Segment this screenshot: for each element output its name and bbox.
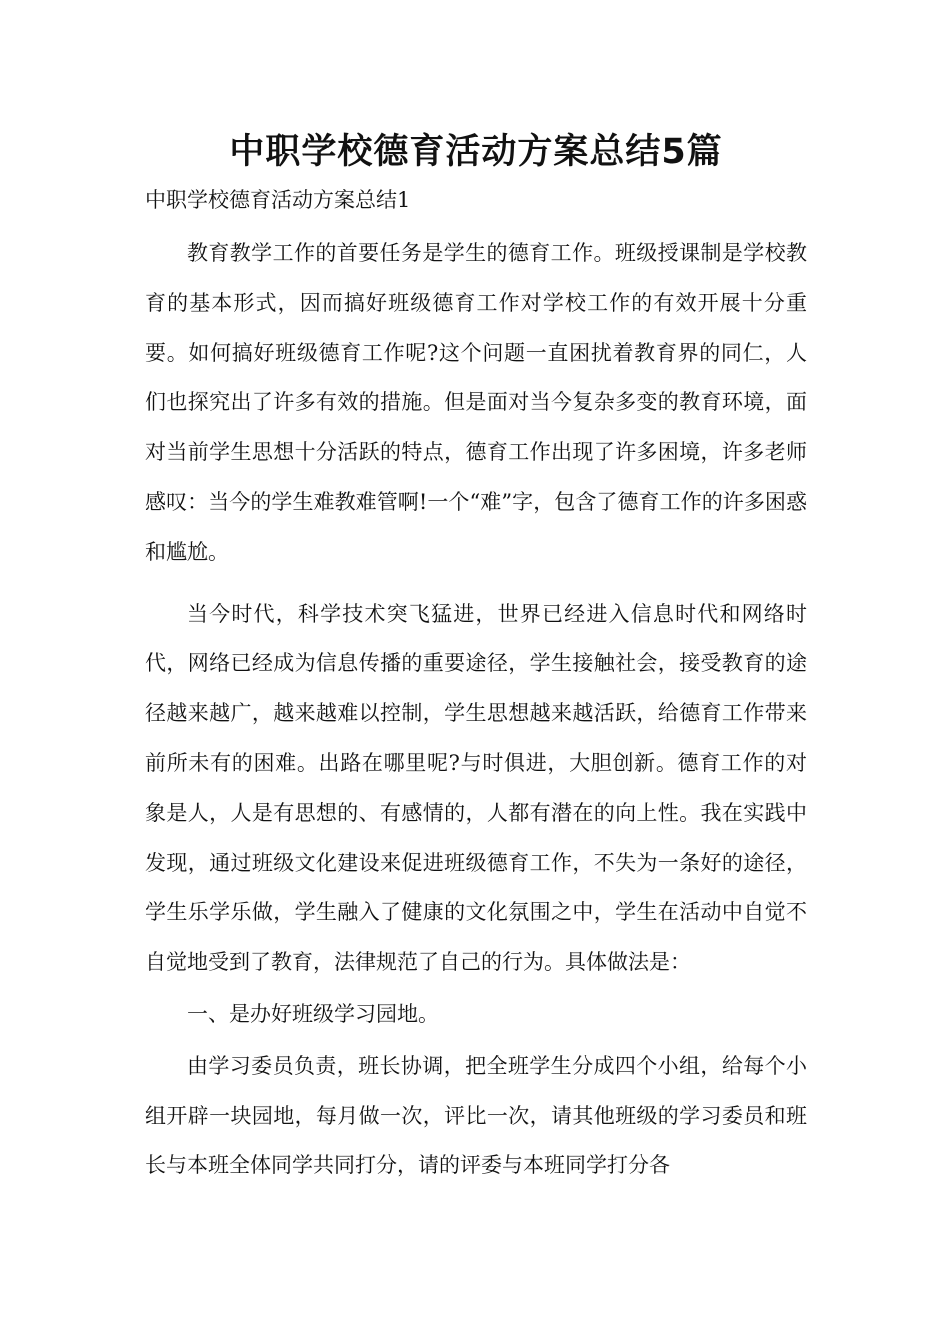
paragraph-intro: 教育教学工作的首要任务是学生的德育工作。班级授课制是学校教育的基本形式，因而搞好班级德育工作对学校工作的有效开展十分重要。如何搞好班级德育工作呢?这个问题一直困扰着教育界的同仁，人们也探究出了许多有效的措施。但是面对当今复杂多变的教育环境，面对当前学生思想十分活跃的特点，德育工作出现了许多困境，许多老师感叹：当今的学生难教难管啊!一个“难”字，包含了德育工作的许多困惑和尴尬。: [145, 241, 807, 564]
document-page: [145, 126, 807, 1191]
list-heading-study-corner: 一、是办好班级学习园地。: [187, 1001, 439, 1026]
document-title: 中职学校德育活动方案总结5篇: [229, 132, 723, 172]
section-heading: 中职学校德育活动方案总结1: [145, 188, 411, 212]
paragraph-study-corner: 由学习委员负责，班长协调，把全班学生分成四个小组，给每个小组开辟一块园地，每月做一次，评比一次，请其他班级的学习委员和班长与本班全体同学共同打分，请的评委与本班同学打分各: [145, 1053, 807, 1178]
paragraph-context: 当今时代，科学技术突飞猛进，世界已经进入信息时代和网络时代，网络已经成为信息传播的重要途径，学生接触社会，接受教育的途径越来越广，越来越难以控制，学生思想越来越活跃，给德育工作带来前所未有的困难。出路在哪里呢?与时俱进，大胆创新。德育工作的对象是人，人是有思想的、有感情的，人都有潜在的向上性。我在实践中发现，通过班级文化建设来促进班级德育工作，不失为一条好的途径，学生乐学乐做，学生融入了健康的文化氛围之中，学生在活动中自觉不自觉地受到了教育，法律规范了自己的行为。具体做法是：: [145, 601, 807, 975]
